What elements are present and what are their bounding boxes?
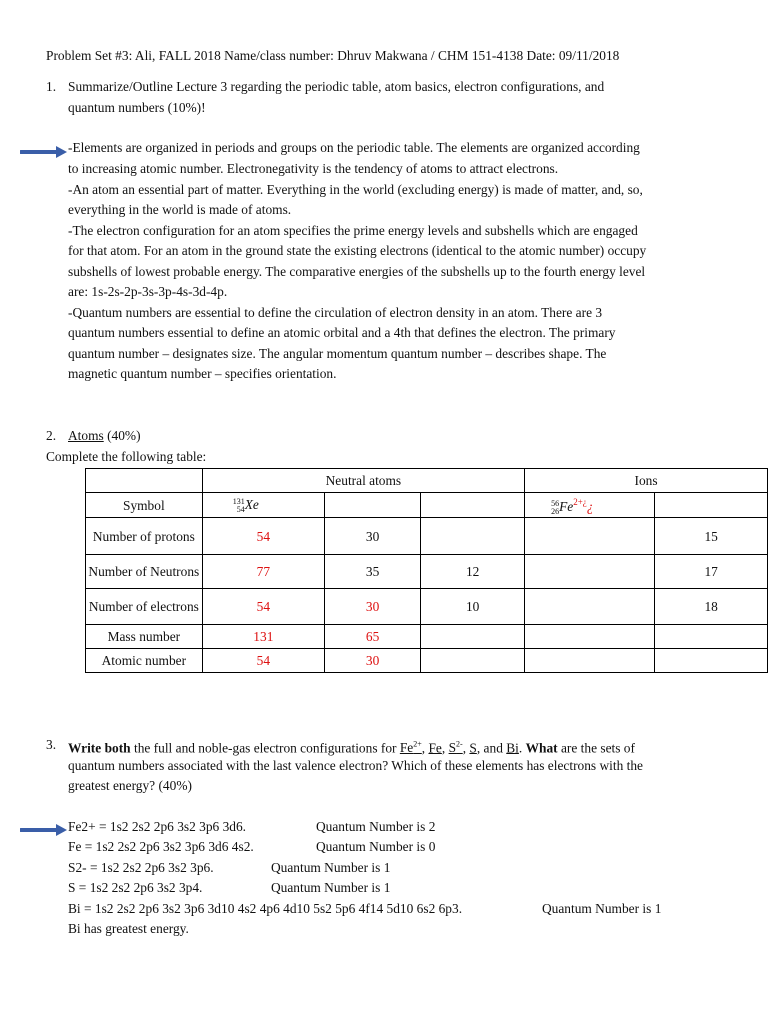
q1-prompt-line2: quantum numbers (10%)! — [68, 100, 206, 115]
config-line: Fe2+ = 1s2 2s2 2p6 3s2 3p6 3d6. — [68, 819, 247, 834]
q3-number: 3. — [46, 737, 57, 752]
table-cell — [655, 493, 768, 518]
table-cell: 65 — [325, 625, 421, 649]
q3-text: the full and noble-gas electron configurations for — [130, 740, 400, 756]
q1-answer-line: are: 1s-2s-2p-3s-3p-4s-3d-4p. — [68, 284, 228, 299]
q1-number: 1. — [46, 79, 57, 94]
row-label-electrons: Number of electrons — [86, 589, 203, 625]
table-cell: 30 — [325, 649, 421, 673]
config-line: S = 1s2 2s2 2p6 3s2 3p4. — [68, 880, 203, 895]
q3-what: What — [525, 740, 558, 756]
table-cell: 131 — [202, 625, 324, 649]
table-cell — [421, 649, 525, 673]
q1-answer-line: magnetic quantum number – specifies orientation. — [68, 366, 337, 381]
table-cell: 54 — [202, 649, 324, 673]
q1-answer-line: -The electron configuration for an atom specifies the prime energy levels and subshells which are engaged — [68, 223, 638, 238]
q2-number: 2. — [46, 428, 57, 443]
quantum-number-line: Quantum Number is 1 — [542, 901, 662, 916]
atoms-table — [85, 468, 768, 673]
table-cell: 30 — [325, 518, 421, 555]
q2-title-pct: (40%) — [103, 428, 141, 443]
fe-isotope-numbers — [551, 500, 559, 516]
row-label-atomic: Atomic number — [86, 649, 203, 673]
q3-fe: Fe — [428, 740, 442, 756]
config-line: S2- = 1s2 2s2 2p6 3s2 3p6. — [68, 860, 214, 875]
row-label-mass: Mass number — [86, 625, 203, 649]
q3-sep: , — [421, 740, 429, 756]
table-cell — [525, 589, 655, 625]
table-cell — [525, 555, 655, 589]
table-cell: 54 — [202, 518, 324, 555]
row-label-symbol: Symbol — [86, 493, 203, 518]
q3-prompt-line2: quantum numbers associated with the last valence electron? Which of these elements has electrons with the — [68, 758, 643, 773]
q3-fe2 — [400, 740, 422, 755]
table-cell — [421, 493, 525, 518]
q3-text: are the sets of — [557, 740, 635, 756]
q3-s: S — [469, 740, 477, 756]
q3-prompt-line3: greatest energy? (40%) — [68, 778, 192, 793]
row-label-neutrons: Number of Neutrons — [86, 555, 203, 589]
config-line: Fe = 1s2 2s2 2p6 3s2 3p6 3d6 4s2. — [68, 839, 254, 854]
arrow-icon — [20, 823, 68, 837]
q1-answer-line: -Elements are organized in periods and groups on the periodic table. The elements are organized according — [68, 140, 640, 155]
table-cell: 15 — [655, 518, 768, 555]
q1-answer-line: everything in the world is made of atoms. — [68, 202, 292, 217]
fe-charge: 2+¿ — [573, 497, 587, 508]
q3-fe2-symbol: Fe — [399, 740, 414, 756]
table-cell: 12 — [421, 555, 525, 589]
xe-mass-number: 131 — [232, 496, 245, 506]
q3-sep: , and — [476, 740, 507, 756]
table-cell — [421, 625, 525, 649]
table-cell: 17 — [655, 555, 768, 589]
xe-isotope-numbers — [233, 498, 245, 514]
q3-prompt-line1 — [68, 735, 635, 758]
q3-s2-symbol: S — [448, 740, 457, 756]
config-line: Bi = 1s2 2s2 2p6 3s2 3p6 3d10 4s2 4p6 4d10 5s2 5p6 4f14 5d10 6s2 6p3. — [68, 901, 463, 916]
q3-fe2-charge: 2+ — [413, 740, 422, 749]
conclusion-line: Bi has greatest energy. — [68, 921, 189, 936]
q1-answer-line: subshells of lowest probable energy. The comparative energies of the subshells up to the fourth energy level — [68, 264, 646, 279]
fe-ion-symbol-cell — [525, 493, 655, 518]
quantum-number-line: Quantum Number is 2 — [316, 819, 436, 834]
xe-symbol-cell — [202, 493, 324, 518]
table-cell — [325, 493, 421, 518]
fe-atomic-number: 26 — [551, 506, 560, 516]
q3-s2 — [449, 740, 463, 755]
q2-title — [68, 426, 141, 446]
fe-charge-tail: ¿ — [586, 499, 594, 515]
q3-sep: , — [462, 740, 470, 756]
arrow-icon — [20, 145, 68, 159]
fe-mass-number: 56 — [551, 498, 560, 508]
ions-header: Ions — [525, 469, 768, 493]
q1-answer-line: for that atom. For an atom in the ground state the existing electrons (identical to the atomic number) occupy — [68, 243, 647, 258]
q3-sep: . — [518, 740, 526, 756]
xe-symbol: Xe — [244, 497, 259, 513]
header-line: Problem Set #3: Ali, FALL 2018 Name/class number: Dhruv Makwana / CHM 151-4138 Date: 09/11/2018 — [46, 48, 620, 63]
table-cell: 35 — [325, 555, 421, 589]
q3-write-both: Write both — [68, 740, 131, 756]
table-cell — [655, 625, 768, 649]
table-cell: 18 — [655, 589, 768, 625]
table-cell — [525, 625, 655, 649]
neutral-atoms-header: Neutral atoms — [202, 469, 524, 493]
fe-symbol: Fe — [559, 499, 574, 515]
table-cell — [525, 649, 655, 673]
table-cell — [655, 649, 768, 673]
q1-answer-line: -An atom an essential part of matter. Everything in the world (excluding energy) is made of matter, and, so, — [68, 182, 643, 197]
table-cell — [421, 518, 525, 555]
quantum-number-line: Quantum Number is 0 — [316, 839, 436, 854]
q2-title-atoms: Atoms — [68, 428, 104, 443]
xe-atomic-number: 54 — [236, 504, 245, 514]
q1-prompt-line1: Summarize/Outline Lecture 3 regarding the periodic table, atom basics, electron configurations, and — [68, 79, 605, 94]
q3-bi: Bi — [506, 740, 519, 756]
quantum-number-line: Quantum Number is 1 — [271, 860, 391, 875]
q1-answer-line: -Quantum numbers are essential to define the circulation of electron density in an atom. There are 3 — [68, 305, 603, 320]
q3-sep: , — [441, 740, 449, 756]
q2-instruction: Complete the following table: — [46, 449, 207, 464]
table-cell: 77 — [202, 555, 324, 589]
table-cell — [525, 518, 655, 555]
table-cell: 30 — [325, 589, 421, 625]
q1-answer-line: to increasing atomic number. Electronegativity is the tendency of atoms to attract electrons. — [68, 161, 559, 176]
table-cell: 10 — [421, 589, 525, 625]
table-cell: 54 — [202, 589, 324, 625]
table-corner-cell — [86, 469, 203, 493]
q3-s2-charge: 2- — [456, 740, 463, 749]
quantum-number-line: Quantum Number is 1 — [271, 880, 391, 895]
q1-answer-line: quantum numbers essential to define an atomic orbital and a 4th that defines the electron. The primary — [68, 325, 616, 340]
q1-answer-line: quantum number – designates size. The angular momentum quantum number – describes shape. The — [68, 346, 607, 361]
row-label-protons: Number of protons — [86, 518, 203, 555]
